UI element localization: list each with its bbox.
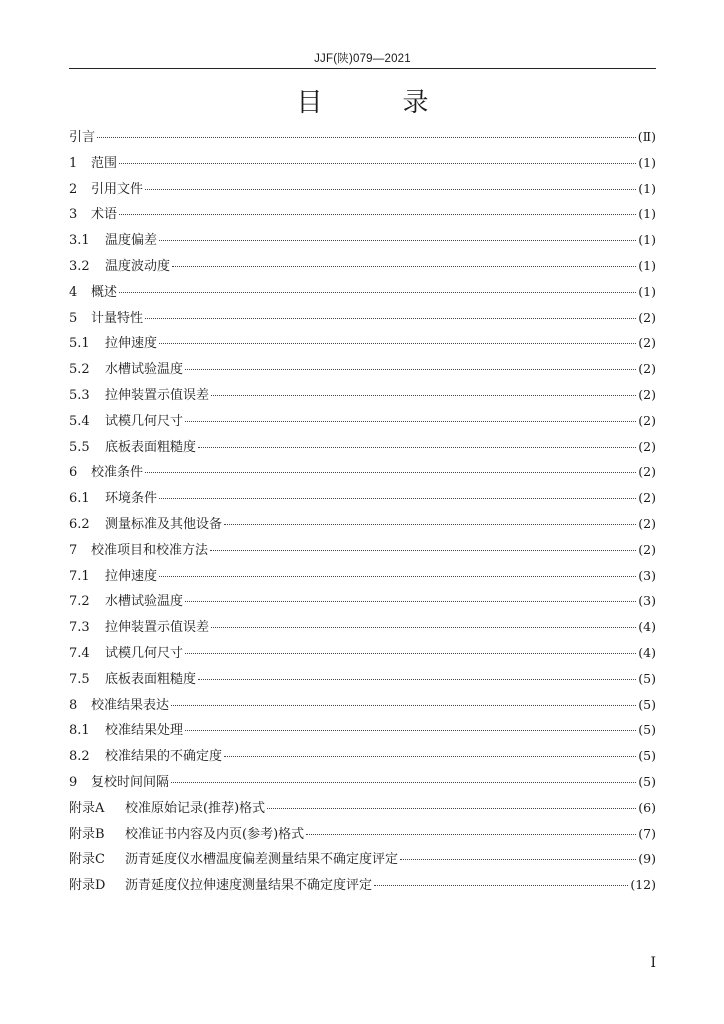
toc-entry-number: 5.2 [69, 362, 90, 378]
toc-dot-leader [185, 420, 636, 422]
toc-entry-number: 2 [69, 181, 78, 197]
toc-entry[interactable] [69, 692, 656, 718]
toc-entry-number: 8.2 [69, 749, 90, 765]
toc-dot-leader [198, 678, 636, 680]
header-divider [69, 68, 656, 69]
toc-entry-title: 计量特性 [91, 310, 144, 326]
toc-entry-number: 7.2 [69, 594, 90, 610]
toc-entry-title: 拉伸装置示值误差 [105, 387, 210, 403]
toc-entry[interactable] [69, 253, 656, 279]
toc-entry[interactable] [69, 408, 656, 434]
toc-entry-title: 试模几何尺寸 [105, 413, 184, 429]
toc-entry[interactable] [69, 821, 656, 847]
toc-entry[interactable] [69, 511, 656, 537]
toc-entry-title: 术语 [91, 207, 118, 223]
title-char-2: 录 [402, 88, 429, 118]
toc-entry[interactable] [69, 382, 656, 408]
toc-entry-page: (2) [638, 541, 656, 557]
toc-entry-number: 1 [69, 155, 78, 171]
toc-entry-number: 6.1 [69, 491, 90, 507]
toc-entry-number: 7 [69, 542, 78, 558]
toc-entry-label [69, 177, 143, 203]
toc-entry-page: (Ⅱ) [637, 129, 656, 144]
toc-entry[interactable] [69, 227, 656, 253]
toc-entry-page: (12) [630, 877, 656, 893]
toc-entry-label [69, 254, 170, 280]
toc-entry-title: 范围 [91, 155, 118, 171]
toc-dot-leader [185, 368, 636, 370]
toc-entry-label [69, 512, 222, 538]
toc-entry-label [69, 615, 209, 641]
toc-entry-page: (1) [638, 257, 656, 273]
toc-entry-page: (5) [638, 670, 656, 686]
toc-entry[interactable] [69, 485, 656, 511]
toc-entry-label [69, 331, 157, 357]
toc-entry[interactable] [69, 150, 656, 176]
toc-entry-page: (5) [638, 748, 656, 764]
toc-entry-label [69, 435, 196, 461]
toc-entry-number: 7.5 [69, 671, 90, 687]
toc-entry[interactable] [69, 330, 656, 356]
toc-entry-label [69, 409, 183, 435]
toc-entry-title: 底板表面粗糙度 [105, 671, 197, 687]
toc-entry-label [69, 228, 157, 254]
toc-entry[interactable] [69, 201, 656, 227]
toc-entry-title: 引用文件 [91, 181, 144, 197]
toc-dot-leader [211, 394, 636, 396]
toc-entry-label [69, 357, 183, 383]
toc-entry-title: 概述 [91, 284, 118, 300]
toc-entry-label [69, 538, 208, 564]
toc-entry-label [69, 770, 169, 796]
toc-entry-label [69, 693, 169, 719]
toc-dot-leader [145, 188, 636, 190]
toc-entry-title: 沥青延度仪水槽温度偏差测量结果不确定度评定 [125, 852, 399, 868]
toc-entry-title: 校准条件 [91, 465, 144, 481]
toc-entry-title: 校准结果表达 [91, 697, 170, 713]
toc-entry[interactable] [69, 846, 656, 872]
toc-entry-title: 引言 [69, 130, 96, 145]
toc-entry[interactable] [69, 614, 656, 640]
toc-entry-title: 校准结果处理 [105, 723, 184, 739]
toc-entry-label [69, 796, 265, 822]
toc-entry[interactable] [69, 588, 656, 614]
table-of-contents [69, 124, 656, 898]
toc-entry-number: 3.1 [69, 233, 90, 249]
toc-dot-leader [185, 600, 636, 602]
toc-entry[interactable] [69, 279, 656, 305]
toc-dot-leader [211, 626, 636, 628]
toc-entry-label [69, 383, 209, 409]
toc-entry-title: 沥青延度仪拉伸速度测量结果不确定度评定 [125, 878, 373, 894]
toc-entry-number: 附录D [69, 878, 106, 894]
toc-entry-title: 拉伸装置示值误差 [105, 620, 210, 636]
toc-entry-page: (2) [638, 490, 656, 506]
toc-entry-title: 复校时间间隔 [91, 774, 170, 790]
toc-entry-title: 拉伸速度 [105, 568, 158, 584]
toc-entry[interactable] [69, 640, 656, 666]
toc-dot-leader [374, 884, 628, 886]
toc-entry-title: 水槽试验温度 [105, 594, 184, 610]
toc-entry-number: 4 [69, 284, 78, 300]
toc-entry-page: (4) [638, 644, 656, 660]
toc-entry-title: 校准结果的不确定度 [105, 749, 223, 765]
toc-dot-leader [306, 833, 636, 835]
toc-entry-title: 底板表面粗糙度 [105, 439, 197, 455]
toc-dot-leader [97, 136, 636, 138]
toc-entry-label [69, 125, 95, 151]
toc-entry-page: (1) [638, 283, 656, 299]
toc-entry-number: 5.4 [69, 413, 90, 429]
toc-entry-title: 温度波动度 [105, 258, 171, 274]
toc-entry-page: (2) [638, 386, 656, 402]
toc-entry-page: (2) [638, 412, 656, 428]
toc-entry-number: 附录A [69, 800, 105, 816]
toc-entry[interactable] [69, 666, 656, 692]
toc-entry-page: (1) [638, 180, 656, 196]
toc-entry-label [69, 202, 117, 228]
toc-dot-leader [267, 807, 636, 809]
toc-entry-page: (5) [638, 696, 656, 712]
toc-entry-number: 8 [69, 697, 78, 713]
toc-dot-leader [145, 471, 636, 473]
toc-entry-number: 6 [69, 465, 78, 481]
toc-dot-leader [210, 549, 636, 551]
toc-entry-page: (1) [638, 232, 656, 248]
toc-entry-label [69, 306, 143, 332]
toc-entry-label [69, 589, 183, 615]
toc-entry-page: (2) [638, 515, 656, 531]
toc-entry-number: 9 [69, 774, 78, 790]
toc-entry-label [69, 486, 157, 512]
toc-entry[interactable] [69, 305, 656, 331]
toc-entry-title: 试模几何尺寸 [105, 645, 184, 661]
toc-entry-label [69, 641, 183, 667]
toc-dot-leader [171, 781, 636, 783]
toc-entry-page: (2) [638, 438, 656, 454]
toc-entry-number: 7.4 [69, 645, 90, 661]
toc-entry-title: 校准证书内容及内页(参考)格式 [125, 826, 305, 842]
toc-entry-label [69, 667, 196, 693]
toc-entry[interactable] [69, 743, 656, 769]
toc-dot-leader [172, 265, 636, 267]
toc-entry-number: 5.1 [69, 336, 90, 352]
toc-dot-leader [171, 704, 636, 706]
toc-entry-page: (1) [638, 206, 656, 222]
toc-entry-page: (2) [638, 335, 656, 351]
toc-entry-title: 校准项目和校准方法 [91, 542, 209, 558]
toc-entry-number: 5 [69, 310, 78, 326]
toc-dot-leader [159, 497, 636, 499]
toc-entry[interactable] [69, 537, 656, 563]
toc-entry-number: 3.2 [69, 258, 90, 274]
toc-entry[interactable] [69, 872, 656, 898]
toc-dot-leader [145, 317, 636, 319]
toc-entry-title: 水槽试验温度 [105, 362, 184, 378]
page-title [69, 86, 656, 120]
toc-dot-leader [159, 342, 636, 344]
toc-entry[interactable] [69, 356, 656, 382]
toc-entry-label [69, 718, 183, 744]
toc-entry-number: 7.3 [69, 620, 90, 636]
toc-entry-number: 6.2 [69, 516, 90, 532]
toc-entry-number: 3 [69, 207, 78, 223]
toc-entry[interactable] [69, 434, 656, 460]
toc-dot-leader [185, 652, 636, 654]
toc-entry-page: (5) [638, 773, 656, 789]
toc-dot-leader [119, 291, 636, 293]
toc-entry-title: 温度偏差 [105, 233, 158, 249]
toc-entry-number: 附录C [69, 852, 105, 868]
toc-entry[interactable] [69, 795, 656, 821]
toc-entry-number: 附录B [69, 826, 105, 842]
toc-dot-leader [198, 446, 636, 448]
toc-entry[interactable] [69, 124, 656, 150]
toc-entry-page: (2) [638, 309, 656, 325]
toc-entry[interactable] [69, 769, 656, 795]
toc-dot-leader [159, 239, 636, 241]
toc-entry-number: 5.5 [69, 439, 90, 455]
toc-entry-page: (7) [638, 825, 656, 841]
toc-entry-number: 7.1 [69, 568, 90, 584]
toc-entry-label [69, 744, 222, 770]
toc-entry-page: (2) [638, 464, 656, 480]
title-char-1: 目 [296, 88, 323, 118]
toc-dot-leader [224, 523, 636, 525]
toc-entry-label [69, 847, 398, 873]
page-number: I [650, 955, 656, 971]
toc-entry-label [69, 151, 117, 177]
toc-entry-title: 校准原始记录(推荐)格式 [125, 800, 266, 816]
toc-dot-leader [119, 162, 636, 164]
toc-entry-label [69, 460, 143, 486]
toc-dot-leader [119, 213, 636, 215]
toc-entry-page: (3) [638, 593, 656, 609]
toc-entry-number: 5.3 [69, 387, 90, 403]
toc-entry-page: (9) [638, 851, 656, 867]
toc-entry-label [69, 873, 372, 899]
toc-entry[interactable] [69, 459, 656, 485]
toc-dot-leader [224, 755, 636, 757]
toc-entry-label [69, 280, 117, 306]
toc-entry[interactable] [69, 717, 656, 743]
document-code-header: JJF(陕)079—2021 [314, 53, 411, 65]
toc-entry-page: (5) [638, 722, 656, 738]
toc-entry-label [69, 564, 157, 590]
toc-entry-page: (4) [638, 619, 656, 635]
toc-dot-leader [185, 729, 636, 731]
toc-entry-page: (1) [638, 154, 656, 170]
toc-entry-title: 环境条件 [105, 491, 158, 507]
toc-entry-title: 测量标准及其他设备 [105, 516, 223, 532]
toc-entry-page: (3) [638, 567, 656, 583]
toc-dot-leader [400, 858, 636, 860]
toc-entry-label [69, 822, 304, 848]
toc-entry-page: (6) [638, 799, 656, 815]
toc-entry[interactable] [69, 176, 656, 202]
toc-entry-page: (2) [638, 361, 656, 377]
toc-entry-number: 8.1 [69, 723, 90, 739]
toc-entry-title: 拉伸速度 [105, 336, 158, 352]
toc-entry[interactable] [69, 563, 656, 589]
toc-dot-leader [159, 575, 636, 577]
